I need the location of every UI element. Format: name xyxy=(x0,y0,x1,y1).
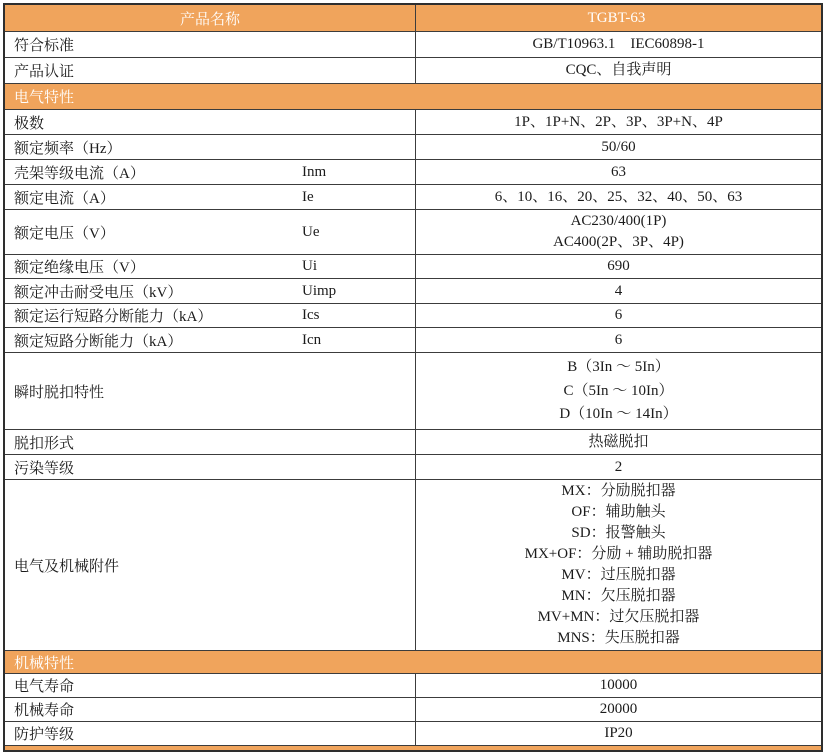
spec-value-cell xyxy=(416,455,821,479)
spec-value-cell xyxy=(416,279,821,303)
spec-row xyxy=(5,134,821,159)
spec-label-cell xyxy=(5,185,416,209)
spec-value-line: SD：报警触头 xyxy=(571,525,666,541)
spec-value-cell xyxy=(416,32,821,57)
section-header-row xyxy=(5,83,821,109)
spec-row xyxy=(5,254,821,278)
spec-row xyxy=(5,109,821,134)
spec-value-cell xyxy=(416,353,821,429)
spec-row xyxy=(5,184,821,209)
spec-value-line: MV：过压脱扣器 xyxy=(561,567,676,583)
spec-label: 电气寿命 xyxy=(14,679,75,695)
spec-value-cell xyxy=(416,304,821,327)
section-header-row xyxy=(5,650,821,673)
spec-value-cell xyxy=(416,698,821,721)
header-label-cell xyxy=(5,5,416,31)
spec-label-cell xyxy=(5,304,416,327)
spec-value-line: 1P、1P+N、2P、3P、3P+N、4P xyxy=(514,113,723,130)
spec-label-cell xyxy=(5,722,416,745)
spec-row xyxy=(5,454,821,479)
spec-label: 电气及机械附件 xyxy=(14,558,120,575)
spec-label-cell xyxy=(5,698,416,721)
spec-label-cell xyxy=(5,210,416,254)
product-spec-table xyxy=(3,3,823,752)
spec-symbol: Icn xyxy=(302,331,322,348)
spec-row xyxy=(5,697,821,721)
spec-row xyxy=(5,209,821,254)
spec-value-cell xyxy=(416,58,821,83)
spec-label-cell xyxy=(5,110,416,134)
spec-label-cell xyxy=(5,328,416,352)
spec-label: 额定电压（V） xyxy=(14,225,115,242)
spec-row xyxy=(5,303,821,327)
spec-value-line: MNS：失压脱扣器 xyxy=(557,630,680,646)
spec-value-line: 6、10、16、20、25、32、40、50、63 xyxy=(494,188,743,205)
spec-value-line: 690 xyxy=(607,258,630,274)
spec-value-line: AC230/400(1P) xyxy=(570,213,667,229)
spec-label: 额定运行短路分断能力（kA） xyxy=(14,309,213,325)
spec-value-cell xyxy=(416,430,821,454)
spec-label: 机械寿命 xyxy=(14,703,75,719)
spec-label-cell xyxy=(5,353,416,429)
spec-value-line: 50/60 xyxy=(601,138,636,155)
spec-value-line: 10000 xyxy=(599,677,638,693)
spec-row xyxy=(5,673,821,697)
spec-label: 额定绝缘电压（V） xyxy=(14,260,145,276)
spec-label: 额定短路分断能力（kA） xyxy=(14,333,183,350)
section-title: 机械特性 xyxy=(14,655,75,672)
header-value-cell xyxy=(416,5,821,31)
spec-label-cell xyxy=(5,135,416,159)
spec-value-cell xyxy=(416,185,821,209)
spec-value-line: CQC、自我声明 xyxy=(565,62,672,78)
spec-symbol: Inm xyxy=(302,163,327,180)
spec-label: 产品名称 xyxy=(179,11,240,28)
spec-value-line: OF：辅助触头 xyxy=(571,504,666,520)
spec-label: 脱扣形式 xyxy=(14,435,75,452)
spec-label: 额定频率（Hz） xyxy=(14,140,122,157)
spec-symbol: Ui xyxy=(302,258,317,274)
spec-value-cell xyxy=(416,328,821,352)
spec-label: 防护等级 xyxy=(14,727,75,743)
spec-value-line: 2 xyxy=(614,458,623,475)
spec-value-cell xyxy=(416,210,821,254)
spec-label: 产品认证 xyxy=(14,64,75,80)
spec-value-line: 4 xyxy=(614,282,623,299)
spec-label-cell xyxy=(5,255,416,278)
spec-value-line: 6 xyxy=(614,307,623,323)
spec-row xyxy=(5,31,821,57)
spec-symbol: Ue xyxy=(302,223,320,240)
spec-label: 符合标准 xyxy=(14,38,75,54)
spec-value-line: C（5In ～ 10In） xyxy=(563,382,674,399)
spec-label-cell xyxy=(5,455,416,479)
spec-label: 污染等级 xyxy=(14,460,75,477)
section-title: 电气特性 xyxy=(14,90,75,106)
spec-value-cell xyxy=(416,110,821,134)
spec-value-line: 63 xyxy=(611,163,626,180)
spec-row xyxy=(5,429,821,454)
spec-value-line: IP20 xyxy=(604,725,633,741)
spec-value-line: MN：欠压脱扣器 xyxy=(561,588,676,604)
spec-value-line: 20000 xyxy=(599,701,638,717)
spec-value-line: 热磁脱扣 xyxy=(588,433,649,450)
spec-value-cell xyxy=(416,722,821,745)
spec-value-line: 6 xyxy=(614,331,623,348)
spec-symbol: Uimp xyxy=(302,282,337,299)
spec-label: 额定冲击耐受电压（kV） xyxy=(14,284,183,301)
spec-value-line: GB/T10963.1 IEC60898-1 xyxy=(532,36,705,52)
spec-row xyxy=(5,327,821,352)
spec-label: 瞬时脱扣特性 xyxy=(14,384,105,401)
spec-label-cell xyxy=(5,58,416,83)
spec-label-cell xyxy=(5,674,416,697)
spec-label-cell xyxy=(5,430,416,454)
spec-label-cell xyxy=(5,32,416,57)
spec-value-line: MX+OF：分励 + 辅助脱扣器 xyxy=(524,546,713,562)
spec-value-line: TGBT-63 xyxy=(587,9,646,26)
spec-row xyxy=(5,278,821,303)
spec-value-line: MV+MN：过欠压脱扣器 xyxy=(537,609,700,625)
spec-label: 壳架等级电流（A） xyxy=(14,165,145,182)
section-partial-row xyxy=(5,745,821,750)
spec-value-line: AC400(2P、3P、4P) xyxy=(553,234,684,250)
spec-label-cell xyxy=(5,160,416,184)
spec-label-cell xyxy=(5,279,416,303)
spec-symbol: Ics xyxy=(302,307,320,323)
spec-label: 极数 xyxy=(14,115,45,132)
spec-row xyxy=(5,352,821,429)
spec-value-line: MX：分励脱扣器 xyxy=(561,483,676,499)
spec-value-line: D（10In ～ 14In） xyxy=(559,406,678,423)
spec-value-cell xyxy=(416,255,821,278)
spec-label: 额定电流（A） xyxy=(14,190,115,207)
spec-value-cell xyxy=(416,135,821,159)
table-header-row xyxy=(5,5,821,31)
spec-value-cell xyxy=(416,674,821,697)
spec-label-cell xyxy=(5,480,416,650)
spec-row xyxy=(5,57,821,83)
spec-value-line: B（3In ～ 5In） xyxy=(567,358,670,375)
spec-value-cell xyxy=(416,480,821,650)
spec-value-cell xyxy=(416,160,821,184)
spec-row xyxy=(5,159,821,184)
spec-row xyxy=(5,721,821,745)
spec-row xyxy=(5,479,821,650)
spec-symbol: Ie xyxy=(302,188,314,205)
